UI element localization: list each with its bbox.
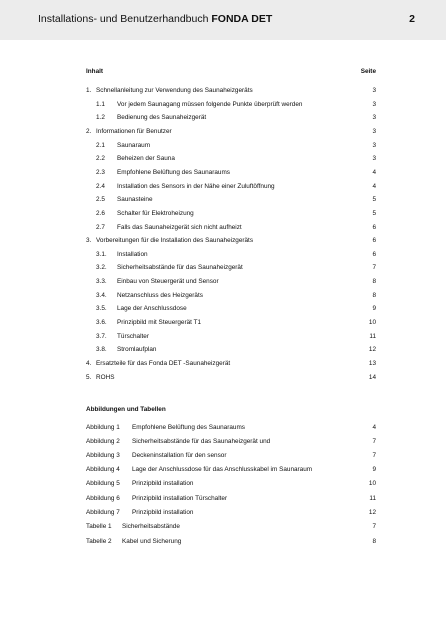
toc-entry-number: 2.4: [96, 182, 105, 190]
figure-label: Abbildung 5: [86, 480, 120, 488]
toc-entry-number: 3.5.: [96, 305, 107, 313]
toc-entry-page: 8: [372, 278, 376, 286]
toc-entry-text: Schalter für Elektroheizung: [117, 209, 194, 217]
toc-entry-text: Falls das Saunaheizgerät sich nicht aufheizt: [117, 223, 242, 231]
page-number: 2: [409, 13, 415, 25]
toc-entry-text: Stromlaufplan: [117, 346, 157, 354]
title-product: FONDA DET: [211, 13, 273, 25]
figure-page: 10: [368, 480, 376, 488]
toc-entry-page: 3: [372, 114, 376, 122]
toc-entry-page: 3: [372, 141, 376, 149]
toc-entry-page: 7: [372, 264, 376, 272]
figure-page: 11: [369, 494, 376, 502]
toc-entry-number: 1.: [86, 87, 92, 94]
toc-entry-number: 2.7: [96, 223, 105, 231]
toc-entry-number: 1.1: [96, 100, 105, 108]
toc-entry-text: Saunasteine: [117, 196, 153, 204]
table-page: 8: [372, 538, 376, 545]
toc-entry-text: Schnellanleitung zur Verwendung des Saunaheizgeräts: [96, 87, 253, 94]
toc-page-heading: Seite: [360, 68, 376, 75]
toc-entry-page: 6: [372, 250, 376, 258]
toc-entry-page: 4: [372, 168, 376, 176]
toc-entry-page: 14: [368, 373, 376, 381]
toc-entry-number: 3.: [86, 237, 92, 245]
toc-entry-page: 12: [368, 346, 376, 354]
figure-page: 7: [372, 438, 376, 446]
toc-entry-number: 3.6.: [96, 319, 107, 327]
toc-entry-number: 3.4.: [96, 291, 107, 299]
toc-entry-number: 3.3.: [96, 278, 107, 286]
figures-heading: Abbildungen und Tabellen: [86, 406, 166, 413]
figure-text: Lage der Anschlussdose für das Anschlusskabel im Saunaraum: [132, 466, 313, 474]
toc-entry-text: Prinzipbild mit Steuergerät T1: [117, 319, 202, 327]
table-page: 7: [372, 523, 376, 530]
table-text: Kabel und Sicherung: [122, 538, 182, 545]
toc-entry-page: 4: [372, 182, 376, 190]
figure-text: Sicherheitsabstände für das Saunaheizgerät und: [132, 438, 271, 446]
figure-page: 7: [372, 452, 376, 460]
toc-entry-page: 8: [372, 291, 376, 299]
toc-entry-text: Beheizen der Sauna: [117, 155, 175, 163]
figure-text: Prinzipbild installation: [132, 508, 194, 516]
toc-entry-number: 3.2.: [96, 264, 107, 272]
toc-entry-number: 1.2: [96, 114, 105, 122]
toc-heading: Inhalt: [86, 68, 104, 75]
toc-entry-text: Empfohlene Belüftung des Saunaraums: [117, 168, 230, 176]
toc-entry-number: 2.6: [96, 209, 105, 217]
toc-entry-text: Türschalter: [117, 332, 149, 340]
toc-entry-text: Installation des Sensors in der Nähe einer Zuluftöffnung: [117, 182, 275, 190]
figure-label: Abbildung 7: [86, 508, 120, 516]
figure-text: Prinzipbild installation Türschalter: [132, 494, 228, 502]
toc-entry-page: 5: [372, 196, 376, 204]
toc-entry-text: Ersatzteile für das Fonda DET -Saunaheizgerät: [96, 360, 231, 367]
toc-entry-text: Sicherheitsabstände für das Saunaheizgerät: [117, 264, 243, 272]
figure-text: Deckeninstallation für den sensor: [132, 452, 227, 460]
toc-entry-text: ROHS: [96, 373, 115, 381]
figure-label: Abbildung 4: [86, 466, 120, 474]
toc-entry-text: Netzanschluss des Heizgeräts: [117, 291, 203, 299]
toc-entry-page: 6: [372, 223, 376, 231]
toc-entry-page: 3: [372, 155, 376, 163]
toc-entry-number: 2.3: [96, 168, 105, 176]
toc-entry-number: 3.8.: [96, 346, 107, 354]
table-label: Tabelle 2: [86, 538, 112, 545]
table-text: Sicherheitsabstände: [122, 523, 180, 530]
toc-entry-number: 4.: [86, 360, 92, 367]
toc-entry-text: Installation: [117, 250, 148, 258]
figure-page: 12: [368, 508, 376, 516]
toc-entry-text: Vorbereitungen für die Installation des Saunaheizgeräts: [96, 237, 254, 245]
figure-text: Empfohlene Belüftung des Saunaraums: [132, 424, 245, 431]
figure-label: Abbildung 2: [86, 438, 120, 446]
toc-entry-number: 2.2: [96, 155, 105, 163]
figure-label: Abbildung 1: [86, 424, 120, 431]
toc-entry-text: Bedienung des Saunaheizgerät: [117, 114, 207, 122]
figure-page: 4: [372, 424, 376, 431]
toc-entry-page: 11: [369, 332, 376, 340]
table-label: Tabelle 1: [86, 523, 112, 530]
toc-entry-page: 10: [368, 319, 376, 327]
toc-entry-text: Vor jedem Saunagang müssen folgende Punkte überprüft werden: [117, 100, 303, 108]
toc-entry-text: Lage der Anschlussdose: [117, 305, 187, 313]
figure-label: Abbildung 6: [86, 494, 120, 502]
toc-entry-page: 3: [372, 87, 376, 94]
page-header: [0, 0, 446, 40]
document-title: [38, 13, 272, 25]
toc-entry-page: 9: [372, 305, 376, 313]
toc-entry-page: 3: [372, 100, 376, 108]
toc-entry-number: 3.7.: [96, 332, 107, 340]
figure-label: Abbildung 3: [86, 452, 120, 460]
toc-entry-number: 5.: [86, 373, 92, 381]
toc-entry-page: 6: [372, 237, 376, 245]
toc-entry-number: 2.5: [96, 196, 105, 204]
toc-entry-page: 13: [368, 360, 376, 367]
title-prefix: Installations- und Benutzerhandbuch: [38, 13, 212, 25]
figure-page: 9: [372, 466, 376, 474]
figure-text: Prinzipbild installation: [132, 480, 194, 488]
toc-entry-page: 5: [372, 209, 376, 217]
toc-entry-page: 3: [372, 127, 376, 135]
toc-entry-number: 2.1: [96, 141, 105, 149]
toc-entry-text: Einbau von Steuergerät und Sensor: [117, 278, 219, 286]
toc-entry-number: 2.: [86, 127, 92, 135]
toc-entry-number: 3.1.: [96, 250, 107, 258]
toc-entry-text: Informationen für Benutzer: [96, 127, 172, 135]
toc-entry-text: Saunaraum: [117, 141, 151, 149]
